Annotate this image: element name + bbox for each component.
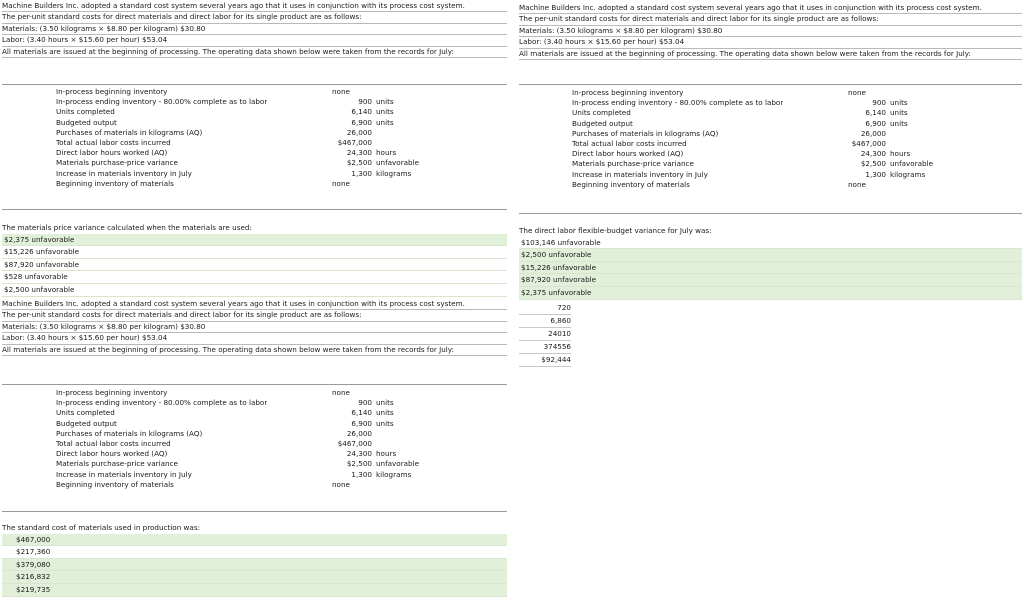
- left-top-problem: [2, 1, 507, 58]
- q3-work-column: [519, 302, 571, 367]
- right-problem: [519, 3, 1022, 60]
- table-row: Materials purchase-price variance $2,500 unfavorable: [56, 158, 420, 168]
- problem-materials: Materials: (3.50 kilograms × $8.80 per kilogram) $30.80: [2, 322, 507, 333]
- table-row: Budgeted output 6,900 units: [56, 117, 394, 127]
- q2-option-2[interactable]: $217,360: [2, 546, 507, 559]
- q1-option-4[interactable]: $528 unfavorable: [2, 271, 507, 284]
- table-row: Units completed 6,140 units: [572, 108, 908, 118]
- q3-option-3[interactable]: $15,226 unfavorable: [519, 262, 1022, 275]
- problem-intro: Machine Builders Inc. adopted a standard cost system several years ago that it uses in conjunction with its process cost system.: [2, 1, 507, 12]
- question-1: [2, 223, 507, 297]
- table-row: Purchases of materials in kilograms (AQ) 26,000: [572, 128, 886, 138]
- q1-question: The materials price variance calculated when the materials are used:: [2, 223, 252, 232]
- q2-question: The standard cost of materials used in production was:: [2, 523, 200, 532]
- table-row: In-process beginning inventory none: [56, 87, 350, 96]
- q2-option-4[interactable]: $216,832: [2, 571, 507, 584]
- problem-issued: All materials are issued at the beginning of processing. The operating data shown below were taken from the records for July:: [2, 345, 507, 356]
- right-operating-table: [572, 88, 1020, 190]
- problem-intro: Machine Builders Inc. adopted a standard cost system several years ago that it uses in conjunction with its process cost system.: [2, 299, 507, 310]
- question-3: [519, 226, 1022, 300]
- q3-question: The direct labor flexible-budget variance for July was:: [519, 226, 712, 235]
- table-row: Increase in materials inventory in July 1,300 kilograms: [572, 169, 926, 179]
- question-2: [2, 523, 507, 597]
- table-row: Direct labor hours worked (AQ) 24,300 hours: [56, 449, 397, 459]
- table-row: Purchases of materials in kilograms (AQ) 26,000: [56, 127, 372, 137]
- work-value: 374556: [519, 341, 571, 354]
- table-row: In-process beginning inventory none: [572, 88, 866, 97]
- table-row: Units completed 6,140 units: [56, 408, 394, 418]
- table-row: Increase in materials inventory in July 1,300 kilograms: [56, 168, 412, 178]
- table-row: Beginning inventory of materials none: [56, 178, 350, 188]
- q2-option-1[interactable]: $467,000: [2, 534, 507, 547]
- table-row: Budgeted output 6,900 units: [56, 418, 394, 428]
- problem-labor: Labor: (3.40 hours × $15.60 per hour) $53.04: [2, 333, 507, 344]
- table-row: Total actual labor costs incurred $467,000: [56, 438, 372, 448]
- q3-option-5[interactable]: $2,375 unfavorable: [519, 287, 1022, 300]
- table-row: Direct labor hours worked (AQ) 24,300 hours: [56, 148, 397, 158]
- problem-materials: Materials: (3.50 kilograms × $8.80 per kilogram) $30.80: [519, 26, 1022, 37]
- problem-per-unit: The per-unit standard costs for direct materials and direct labor for its single product are as follows:: [519, 14, 1022, 25]
- problem-materials: Materials: (3.50 kilograms × $8.80 per kilogram) $30.80: [2, 24, 507, 35]
- table-row: Increase in materials inventory in July 1,300 kilograms: [56, 469, 412, 479]
- q3-option-2[interactable]: $2,500 unfavorable: [519, 249, 1022, 262]
- table-row: Materials purchase-price variance $2,500 unfavorable: [572, 159, 934, 169]
- problem-labor: Labor: (3.40 hours × $15.60 per hour) $53.04: [519, 37, 1022, 48]
- problem-labor: Labor: (3.40 hours × $15.60 per hour) $53.04: [2, 35, 507, 46]
- q2-option-3[interactable]: $379,080: [2, 559, 507, 572]
- table-row: In-process beginning inventory none: [56, 388, 350, 397]
- table-row: Units completed 6,140 units: [56, 107, 394, 117]
- q3-option-4[interactable]: $87,920 unfavorable: [519, 274, 1022, 287]
- table-row: Beginning inventory of materials none: [572, 179, 866, 189]
- q1-option-2[interactable]: $15,226 unfavorable: [2, 246, 507, 259]
- problem-intro: Machine Builders Inc. adopted a standard cost system several years ago that it uses in conjunction with its process cost system.: [519, 3, 1022, 14]
- table-row: In-process ending inventory - 80.00% complete as to labor 900 units: [56, 398, 394, 408]
- work-value: 720: [519, 302, 571, 315]
- table-row: Budgeted output 6,900 units: [572, 118, 908, 128]
- table-row: Direct labor hours worked (AQ) 24,300 hours: [572, 149, 911, 159]
- left-bottom-problem: [2, 299, 507, 356]
- table-row: Materials purchase-price variance $2,500 unfavorable: [56, 459, 420, 469]
- work-value: $92,444: [519, 354, 571, 367]
- problem-issued: All materials are issued at the beginning of processing. The operating data shown below were taken from the records for July:: [519, 49, 1022, 60]
- table-row: In-process ending inventory - 80.00% complete as to labor 900 units: [572, 98, 908, 108]
- table-row: Purchases of materials in kilograms (AQ) 26,000: [56, 428, 372, 438]
- work-value: 6,860: [519, 315, 571, 328]
- q1-option-1[interactable]: $2,375 unfavorable: [2, 234, 507, 247]
- table-row: Total actual labor costs incurred $467,000: [572, 138, 886, 148]
- table-row: Beginning inventory of materials none: [56, 479, 350, 489]
- problem-per-unit: The per-unit standard costs for direct materials and direct labor for its single product are as follows:: [2, 12, 507, 23]
- left-top-operating-table: [56, 87, 506, 189]
- left-bottom-operating-table: [56, 388, 506, 490]
- q2-option-5[interactable]: $219,735: [2, 584, 507, 597]
- q1-option-3[interactable]: $87,920 unfavorable: [2, 259, 507, 272]
- q3-option-1[interactable]: $103,146 unfavorable: [519, 237, 1022, 250]
- problem-issued: All materials are issued at the beginning of processing. The operating data shown below were taken from the records for July:: [2, 47, 507, 58]
- table-row: In-process ending inventory - 80.00% complete as to labor 900 units: [56, 97, 394, 107]
- q1-option-5[interactable]: $2,500 unfavorable: [2, 284, 507, 297]
- table-row: Total actual labor costs incurred $467,000: [56, 137, 372, 147]
- work-value: 24010: [519, 328, 571, 341]
- problem-per-unit: The per-unit standard costs for direct materials and direct labor for its single product are as follows:: [2, 310, 507, 321]
